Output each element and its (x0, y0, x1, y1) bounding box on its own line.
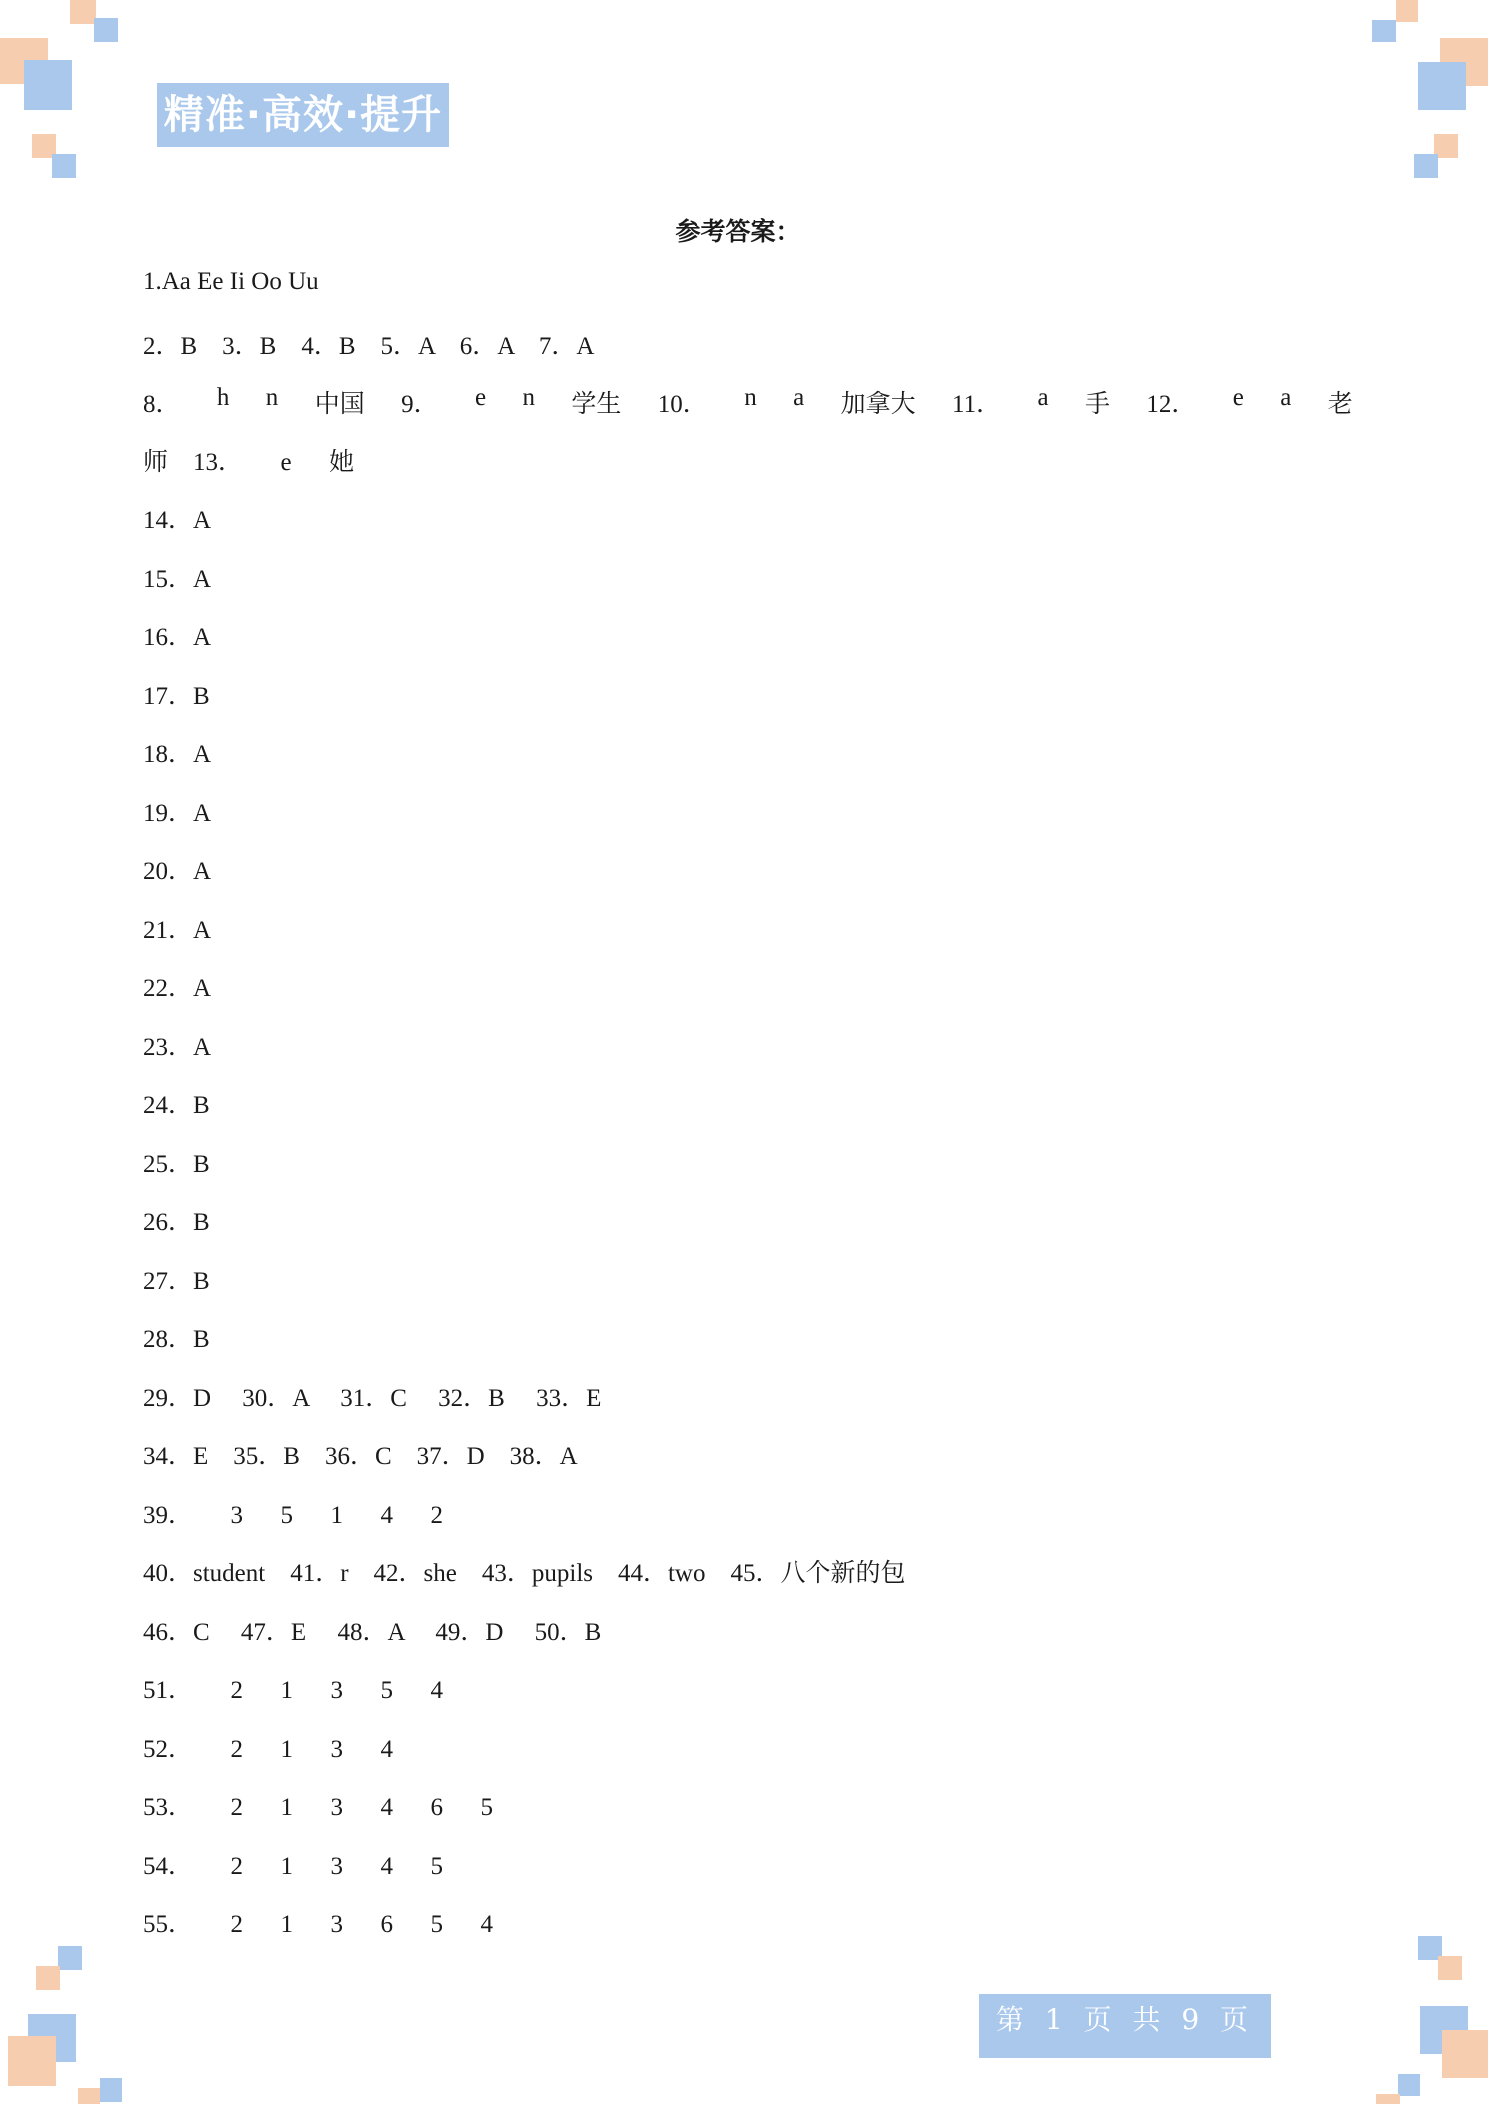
answer-line-20: 20．A (143, 858, 212, 885)
answer-line-29-33: 29．D 30．A 31．C 32．B 33．E (143, 1385, 602, 1412)
answer-line-15: 15．A (143, 566, 212, 593)
answer-token: 加拿大 (840, 391, 916, 418)
answer-line-16: 16．A (143, 624, 212, 651)
answer-line-18: 18．A (143, 741, 212, 768)
answer-token: 老 (1327, 391, 1353, 418)
answer-line-52: 52． 2 1 3 4 (143, 1736, 394, 1763)
answer-line-54: 54． 2 1 3 4 5 (143, 1853, 444, 1880)
answer-token: h (216, 384, 230, 411)
answer-token: 8． (143, 391, 181, 418)
answer-token: n (744, 384, 757, 411)
answer-line-19: 19．A (143, 800, 212, 827)
answer-line-26: 26．B (143, 1209, 210, 1236)
answer-line-25: 25．B (143, 1151, 210, 1178)
answer-line-51: 51． 2 1 3 5 4 (143, 1677, 444, 1704)
answer-line-39: 39． 3 5 1 4 2 (143, 1502, 444, 1529)
answer-line-34-38: 34．E 35．B 36．C 37．D 38．A (143, 1443, 578, 1470)
header-banner: 精准·高效·提升 (157, 83, 449, 147)
answer-token: a (1037, 384, 1049, 411)
answer-token: 11． (952, 391, 1002, 418)
answer-token: n (265, 384, 279, 411)
answer-token: e (1232, 384, 1244, 411)
answer-line-14: 14．A (143, 507, 212, 534)
answer-token: n (522, 384, 535, 411)
answer-line-2-7: 2．B 3．B 4．B 5．A 6．A 7．A (143, 333, 595, 360)
page-title: 参考答案： (675, 217, 801, 246)
answer-token: a (1280, 384, 1292, 411)
answer-line-27: 27．B (143, 1268, 210, 1295)
answer-token: 中国 (314, 391, 365, 418)
answer-token: a (793, 384, 805, 411)
answer-line-46-50: 46．C 47．E 48．A 49．D 50．B (143, 1619, 602, 1646)
answer-line-12-13: 师 13． e 她 (143, 449, 355, 476)
answer-token: 学生 (571, 391, 622, 418)
answer-line-22: 22．A (143, 975, 212, 1002)
answer-line-17: 17．B (143, 683, 210, 710)
answer-line-24: 24．B (143, 1092, 210, 1119)
page-number-footer: 第 1 页 共 9 页 (979, 1994, 1271, 2058)
answer-token: 12． (1146, 391, 1197, 418)
answer-token: e (475, 384, 487, 411)
answer-line-40-45: 40．student 41．r 42．she 43．pupils 44．two 45．八个新的包 (143, 1560, 906, 1587)
answer-token: 手 (1084, 391, 1110, 418)
answer-line-55: 55． 2 1 3 6 5 4 (143, 1911, 494, 1938)
answer-line-23: 23．A (143, 1034, 212, 1061)
answer-token: 10． (657, 391, 708, 418)
answer-line-8-12 (143, 384, 1353, 420)
answer-token: 9． (401, 391, 439, 418)
answer-line-21: 21．A (143, 917, 212, 944)
answer-line-53: 53． 2 1 3 4 6 5 (143, 1794, 494, 1821)
answer-line-28: 28．B (143, 1326, 210, 1353)
answer-line-1: 1.Aa Ee Ii Oo Uu (143, 268, 319, 295)
